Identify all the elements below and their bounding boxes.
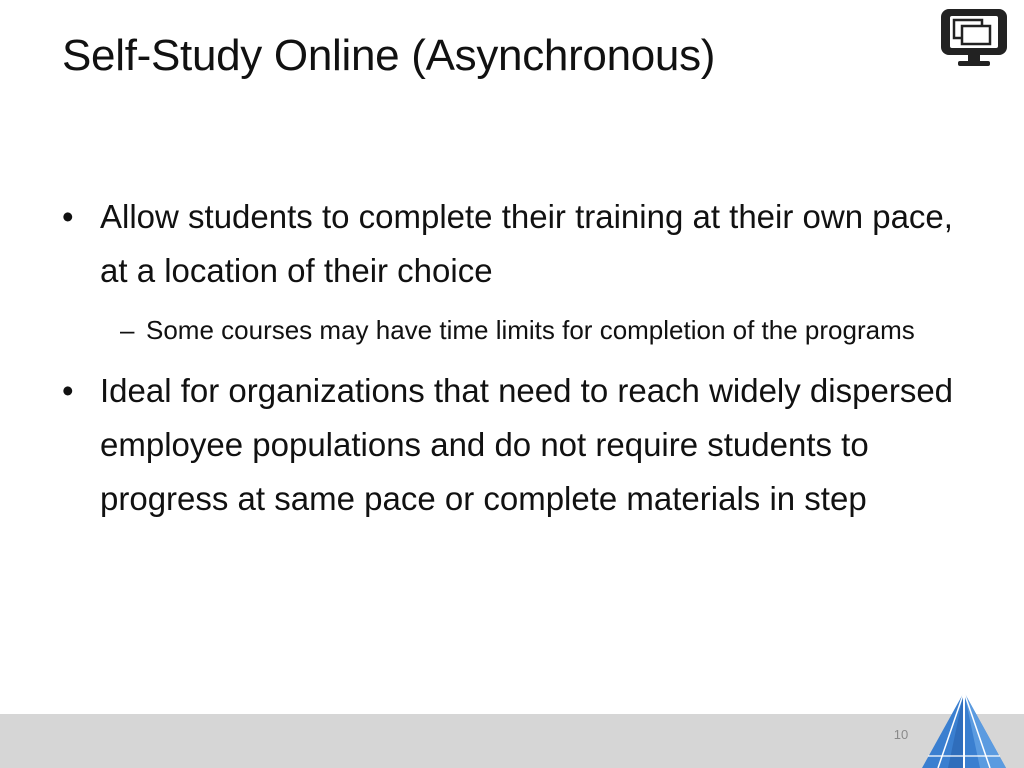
bullet-text: Ideal for organizations that need to reach widely dispersed employee populations and do not require students to progress at same pace or complete materials in step [100, 372, 954, 517]
triangle-logo-icon [918, 690, 1010, 768]
sub-bullet-item [62, 306, 962, 354]
footer-band [0, 714, 1024, 768]
sub-bullet-marker: – [120, 315, 135, 345]
sub-bullet-text: Some courses may have time limits for completion of the programs [146, 315, 915, 345]
bullet-item [62, 364, 962, 526]
bullet-marker: • [62, 372, 74, 409]
bullet-item [62, 190, 962, 298]
bullet-marker: • [62, 198, 74, 235]
bullet-text: Allow students to complete their training at their own pace, at a location of their choice [100, 198, 953, 289]
bullet-list [62, 190, 962, 534]
page-number: 10 [893, 727, 909, 742]
computer-monitor-icon [938, 6, 1010, 68]
slide-title: Self-Study Online (Asynchronous) [62, 31, 716, 80]
